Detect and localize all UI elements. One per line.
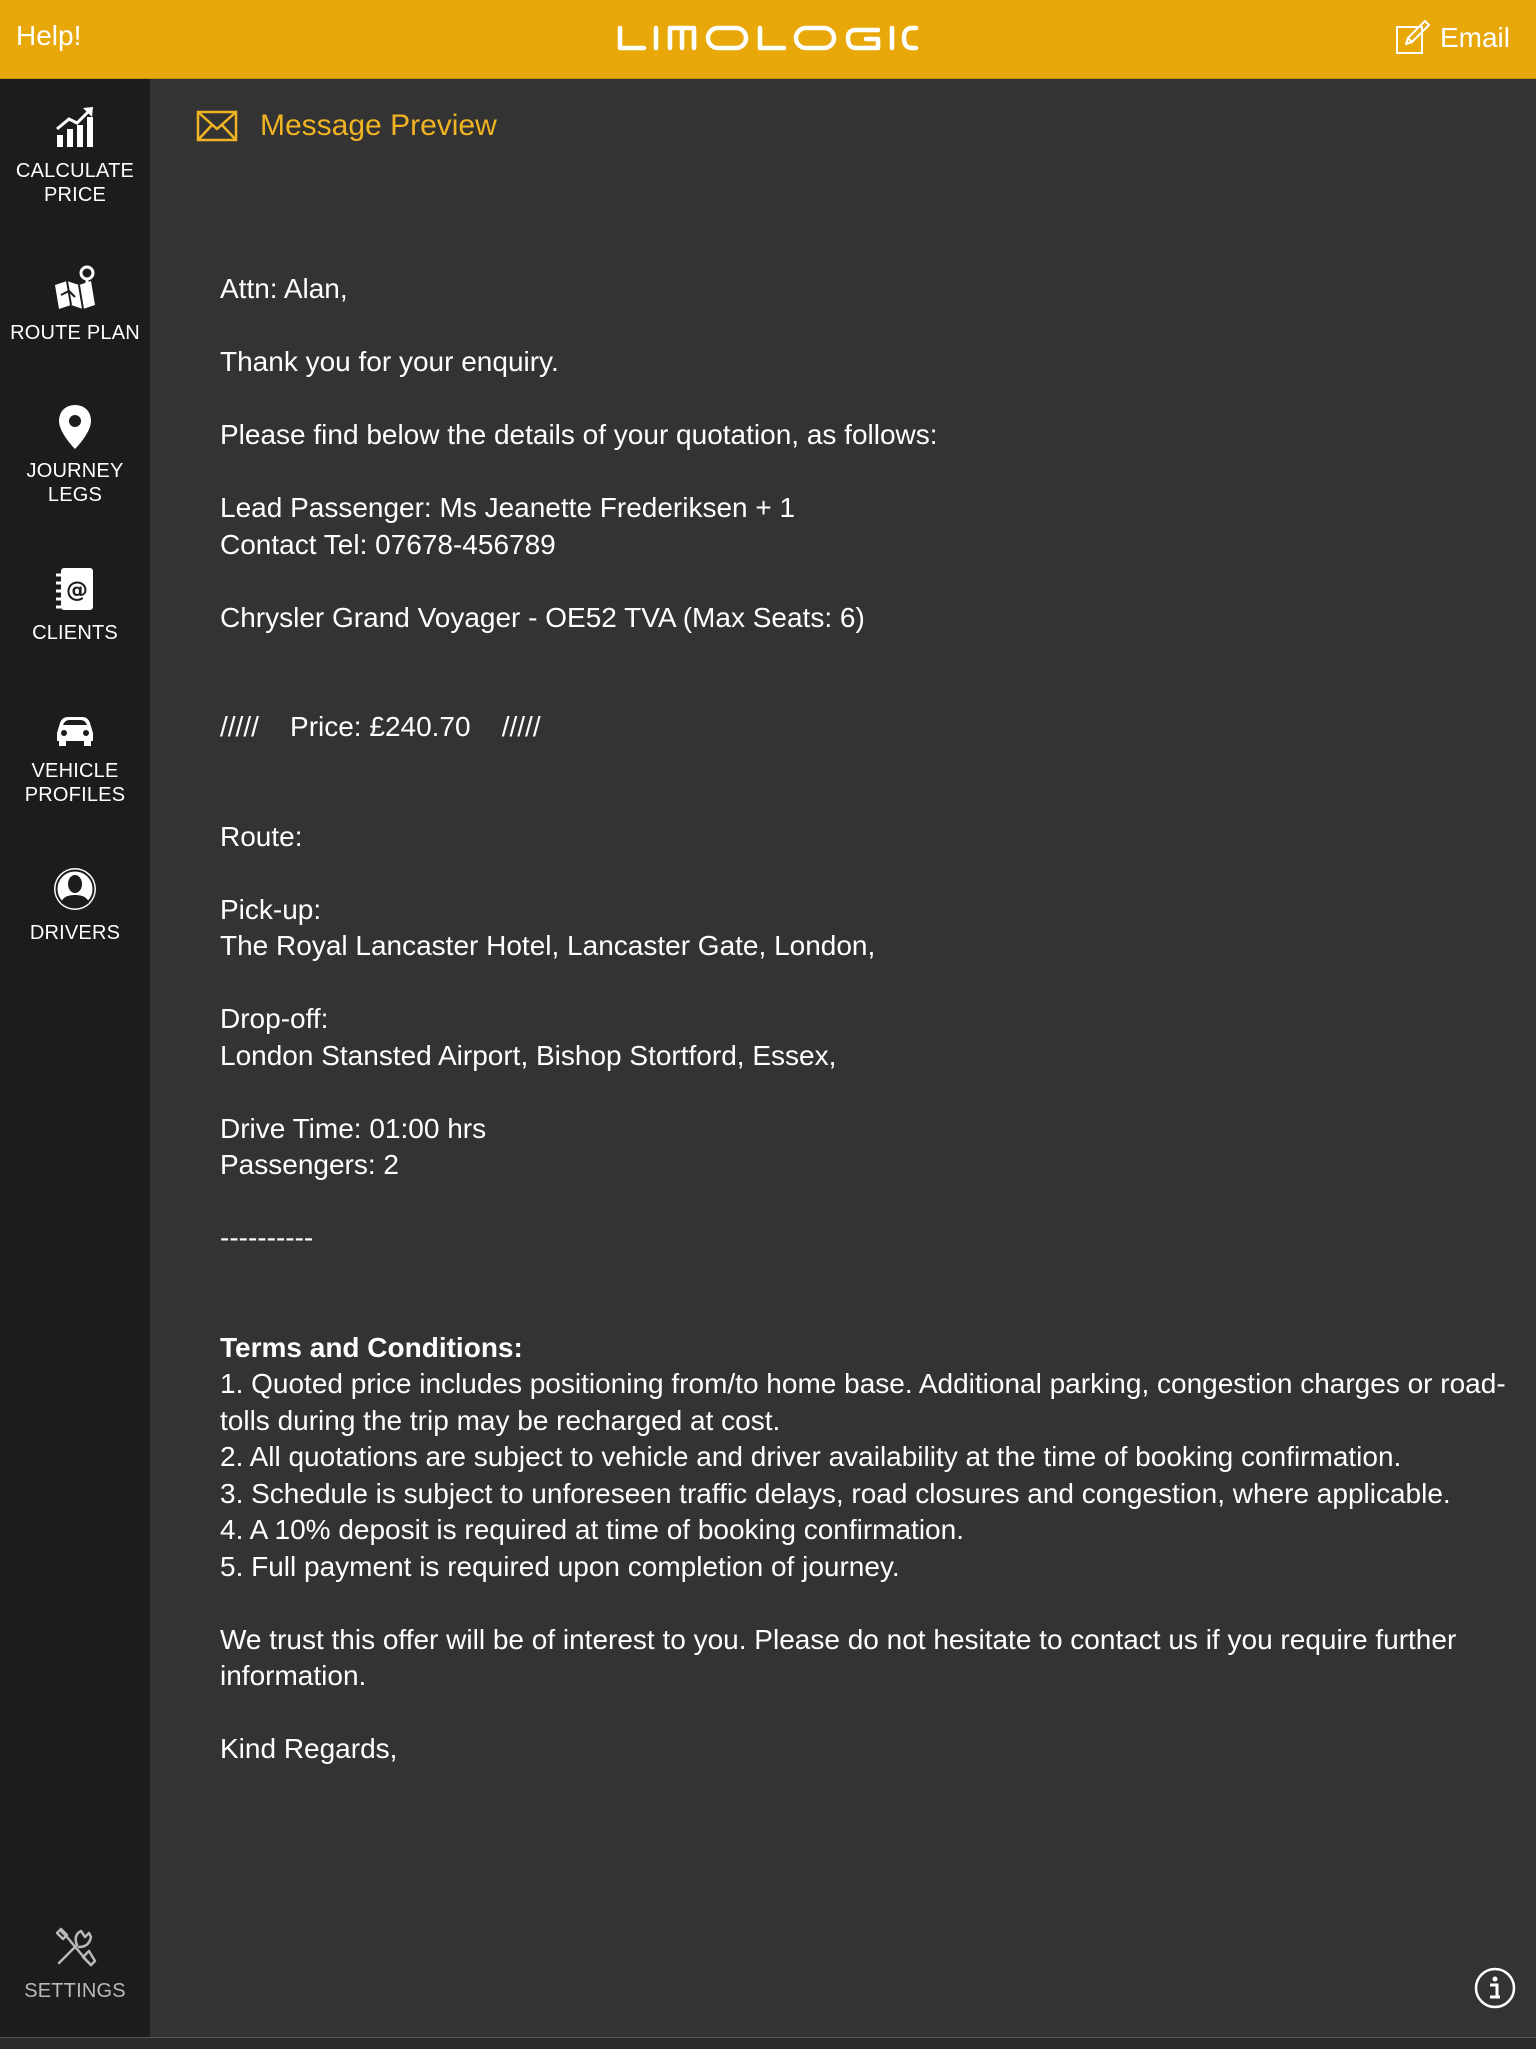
email-button-label: Email: [1439, 22, 1510, 53]
message-route-heading: Route:: [220, 820, 303, 852]
sidebar-item-drivers[interactable]: [0, 865, 150, 945]
sidebar-item-label: ROUTE PLAN: [10, 322, 140, 344]
limologic-logo: [616, 20, 920, 56]
sidebar-item-settings[interactable]: [0, 1923, 150, 2003]
svg-text:@: @: [66, 578, 88, 603]
info-icon: [1474, 1967, 1516, 2009]
terms-item-4: 4. A 10% deposit is required at time of booking confirmation.: [220, 1514, 964, 1545]
message-pickup-label: Pick-up:: [220, 893, 322, 925]
person-icon: [51, 865, 99, 913]
message-dropoff-address: London Stansted Airport, Bishop Stortford, Essex,: [220, 1039, 837, 1071]
message-signoff: Kind Regards,: [220, 1733, 398, 1764]
message-lead-passenger: Lead Passenger: Ms Jeanette Frederiksen + 1: [220, 492, 796, 523]
sidebar-item-vehicle-profiles[interactable]: [0, 703, 150, 807]
terms-item-5: 5. Full payment is required upon completion of journey.: [220, 1550, 900, 1582]
message-pickup-address: The Royal Lancaster Hotel, Lancaster Gate, London,: [220, 930, 876, 961]
message-body: [220, 271, 1520, 1768]
message-preview-header: [196, 109, 497, 143]
message-vehicle: Chrysler Grand Voyager - OE52 TVA (Max Seats: 6): [220, 601, 865, 633]
message-price: ///// Price: £240.70 /////: [220, 711, 541, 742]
terms-item-1: 1. Quoted price includes positioning from/to home base. Additional parking, congestion charges or road-tolls during the trip may be recharged at cost.: [220, 1368, 1506, 1436]
sidebar-item-label: DRIVERS: [29, 922, 121, 944]
message-dropoff-label: Drop-off:: [220, 1003, 329, 1034]
sidebar-item-clients[interactable]: [0, 565, 150, 645]
terms-item-3: 3. Schedule is subject to unforeseen traffic delays, road closures and congestion, where applicable.: [220, 1477, 1451, 1509]
top-bar: [0, 0, 1536, 79]
car-icon: [51, 703, 99, 751]
message-intro: Please find below the details of your quotation, as follows:: [220, 419, 938, 450]
terms-heading: Terms and Conditions:: [220, 1331, 523, 1363]
message-closing: We trust this offer will be of interest to you. Please do not hesitate to contact us if you require further information.: [220, 1623, 1457, 1691]
message-passengers: Passengers: 2: [220, 1149, 399, 1180]
sidebar: [0, 79, 150, 2037]
email-button[interactable]: [1394, 20, 1510, 56]
sidebar-item-label: CLIENTS: [32, 622, 118, 644]
sidebar-item-label: SETTINGS: [24, 1980, 126, 2002]
page-title: Message Preview: [260, 109, 497, 142]
sidebar-item-journey-legs[interactable]: [0, 403, 150, 507]
address-book-icon: [51, 565, 99, 613]
main-content: [150, 79, 1536, 2037]
sidebar-item-route-plan[interactable]: [0, 265, 150, 345]
envelope-icon: [196, 110, 238, 142]
message-attn: Attn: Alan,: [220, 273, 348, 304]
chart-growth-icon: [51, 103, 99, 151]
tools-icon: [51, 1923, 99, 1971]
terms-item-2: 2. All quotations are subject to vehicle and driver availability at the time of booking confirmation.: [220, 1441, 1402, 1472]
message-contact-tel: Contact Tel: 07678-456789: [220, 528, 556, 560]
limologic-logo-wordmark: [616, 20, 920, 56]
message-separator: ----------: [220, 1222, 314, 1253]
bottom-border: [0, 2037, 1536, 2049]
sidebar-item-label: JOURNEY LEGS: [26, 460, 124, 506]
sidebar-item-calculate-price[interactable]: [0, 103, 150, 207]
compose-icon: [1394, 20, 1430, 56]
sidebar-item-label: CALCULATE PRICE: [15, 160, 135, 206]
map-pin-icon: [51, 265, 99, 313]
sidebar-item-label: VEHICLE PROFILES: [24, 760, 126, 806]
message-thanks: Thank you for your enquiry.: [220, 346, 559, 377]
message-drive-time: Drive Time: 01:00 hrs: [220, 1112, 487, 1144]
location-pin-icon: [51, 403, 99, 451]
info-button[interactable]: [1474, 1967, 1516, 2009]
help-button[interactable]: Help!: [16, 20, 82, 51]
